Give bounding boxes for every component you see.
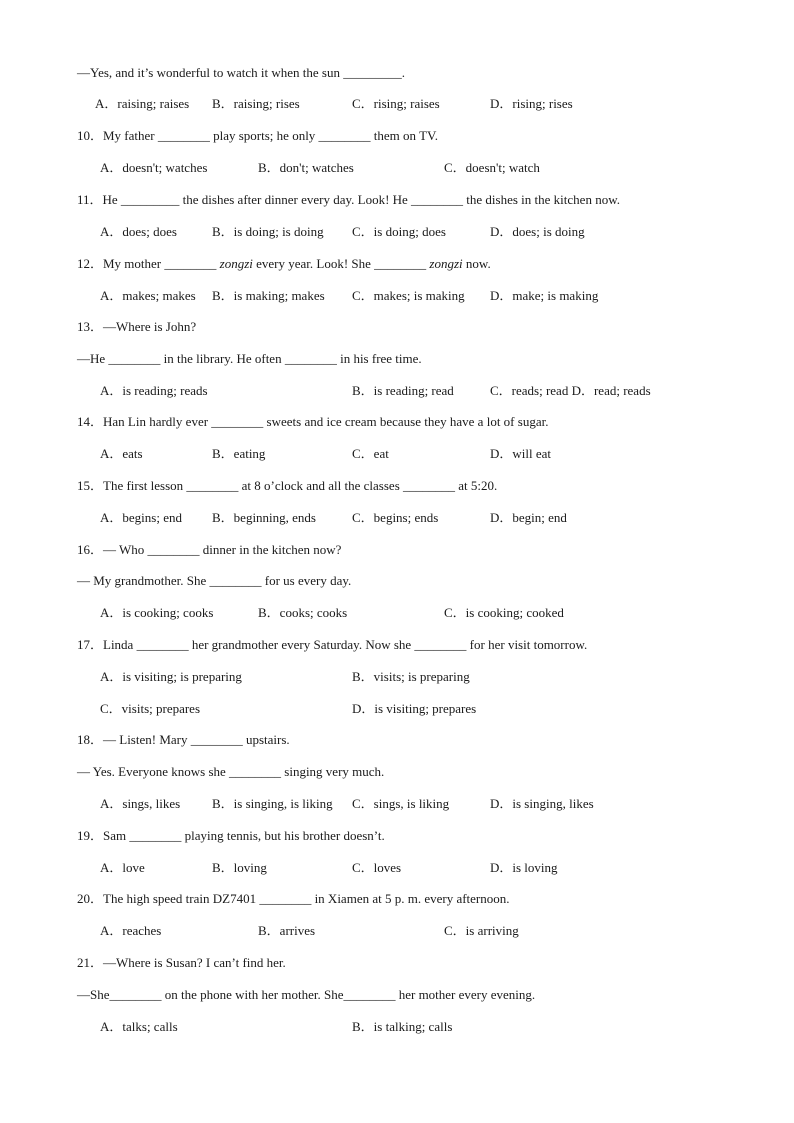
- option-a[interactable]: A．is visiting; is preparing: [100, 669, 242, 684]
- question-line: — My grandmother. She ________ for us every day.: [77, 573, 352, 588]
- question-15: 15．The first lesson ________ at 8 o’clock and all the classes ________ at 5:20.: [77, 478, 498, 493]
- option-c[interactable]: C．is arriving: [444, 923, 519, 938]
- option-b[interactable]: B．is making; makes: [212, 288, 325, 303]
- option-a[interactable]: A．talks; calls: [100, 1019, 178, 1034]
- question-line: —He ________ in the library. He often ________ in his free time.: [77, 351, 422, 366]
- option-b[interactable]: B．is talking; calls: [352, 1019, 453, 1034]
- question-10: 10．My father ________ play sports; he only ________ them on TV.: [77, 128, 438, 143]
- option-d[interactable]: D．rising; rises: [490, 96, 573, 111]
- option-a[interactable]: A．is reading; reads: [100, 383, 208, 398]
- question-16: 16．— Who ________ dinner in the kitchen now?: [77, 542, 342, 557]
- option-b[interactable]: B．raising; rises: [212, 96, 300, 111]
- option-c[interactable]: C．eat: [352, 446, 389, 461]
- question-21: 21．—Where is Susan? I can’t find her.: [77, 955, 286, 970]
- question-17: 17．Linda ________ her grandmother every Saturday. Now she ________ for her visit tomorrow.: [77, 637, 588, 652]
- option-c[interactable]: C．is doing; does: [352, 224, 446, 239]
- question-13: 13．—Where is John?: [77, 319, 197, 334]
- option-b[interactable]: B．eating: [212, 446, 266, 461]
- option-b[interactable]: B．visits; is preparing: [352, 669, 470, 684]
- question-line: — Yes. Everyone knows she ________ singing very much.: [77, 764, 385, 779]
- question-14: 14．Han Lin hardly ever ________ sweets and ice cream because they have a lot of sugar.: [77, 414, 549, 429]
- option-c[interactable]: C．begins; ends: [352, 510, 439, 525]
- option-a[interactable]: A．sings, likes: [100, 796, 181, 811]
- option-a[interactable]: A．does; does: [100, 224, 177, 239]
- option-d[interactable]: D．begin; end: [490, 510, 567, 525]
- option-b[interactable]: B．loving: [212, 860, 267, 875]
- option-a[interactable]: A．reaches: [100, 923, 162, 938]
- zongzi-term: zongzi: [429, 256, 463, 271]
- question-18: 18．— Listen! Mary ________ upstairs.: [77, 732, 290, 747]
- option-d[interactable]: D．is singing, likes: [490, 796, 594, 811]
- option-b[interactable]: B．arrives: [258, 923, 316, 938]
- option-c[interactable]: C．doesn't; watch: [444, 160, 540, 175]
- question-line: —Yes, and it’s wonderful to watch it when the sun _________.: [77, 65, 405, 80]
- option-a[interactable]: A．eats: [100, 446, 143, 461]
- option-a[interactable]: A．doesn't; watches: [100, 160, 208, 175]
- option-b[interactable]: B．cooks; cooks: [258, 605, 348, 620]
- option-d[interactable]: D．make; is making: [490, 288, 599, 303]
- option-d[interactable]: D．is visiting; prepares: [352, 701, 477, 716]
- option-b[interactable]: B．beginning, ends: [212, 510, 316, 525]
- option-b[interactable]: B．is reading; read: [352, 383, 454, 398]
- question-19: 19．Sam ________ playing tennis, but his brother doesn’t.: [77, 828, 385, 843]
- option-a[interactable]: A．love: [100, 860, 145, 875]
- option-c-d[interactable]: C．reads; read D．read; reads: [490, 383, 651, 398]
- option-b[interactable]: B．don't; watches: [258, 160, 354, 175]
- option-b[interactable]: B．is doing; is doing: [212, 224, 324, 239]
- option-b[interactable]: B．is singing, is liking: [212, 796, 333, 811]
- option-a[interactable]: A．is cooking; cooks: [100, 605, 214, 620]
- option-d[interactable]: D．will eat: [490, 446, 552, 461]
- option-d[interactable]: D．is loving: [490, 860, 558, 875]
- option-a[interactable]: A．begins; end: [100, 510, 182, 525]
- option-c[interactable]: C．sings, is liking: [352, 796, 450, 811]
- question-11: 11．He _________ the dishes after dinner every day. Look! He ________ the dishes in the kitchen now.: [77, 192, 620, 207]
- option-c[interactable]: C．is cooking; cooked: [444, 605, 564, 620]
- question-20: 20．The high speed train DZ7401 ________ in Xiamen at 5 p. m. every afternoon.: [77, 891, 510, 906]
- option-c[interactable]: C．visits; prepares: [100, 701, 201, 716]
- option-a[interactable]: A．raising; raises: [95, 96, 190, 111]
- option-c[interactable]: C．makes; is making: [352, 288, 465, 303]
- option-d[interactable]: D．does; is doing: [490, 224, 585, 239]
- zongzi-term: zongzi: [219, 256, 253, 271]
- question-12: 12．My mother ________ zongzi every year. Look! She ________ zongzi now.: [77, 256, 491, 271]
- option-c[interactable]: C．loves: [352, 860, 402, 875]
- option-a[interactable]: A．makes; makes: [100, 288, 196, 303]
- option-c[interactable]: C．rising; raises: [352, 96, 440, 111]
- question-line: —She________ on the phone with her mother. She________ her mother every evening.: [77, 987, 536, 1002]
